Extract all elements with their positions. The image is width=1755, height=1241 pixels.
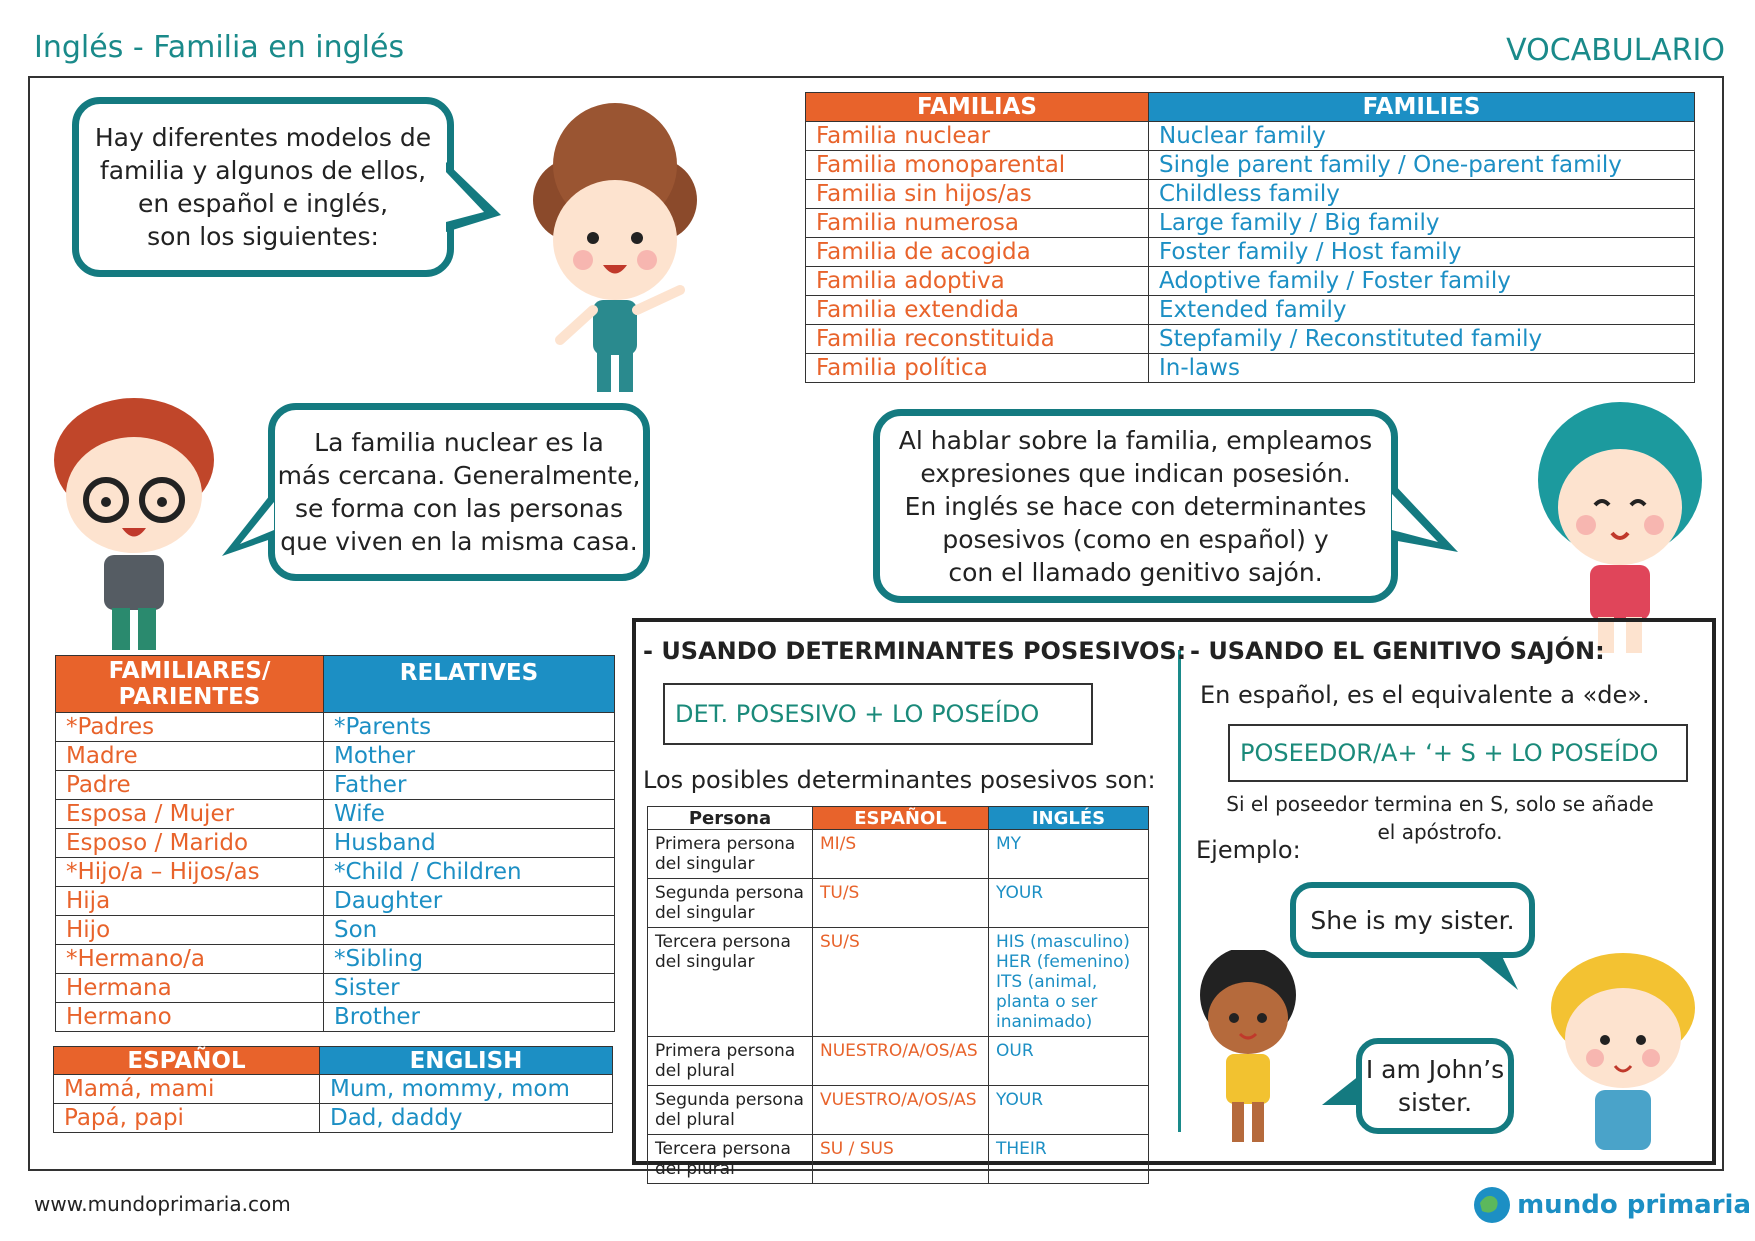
table-row: [56, 800, 615, 829]
table-row: [806, 122, 1695, 151]
footer-url[interactable]: www.mundoprimaria.com: [34, 1192, 291, 1216]
table-cell: Segunda persona del singular: [648, 879, 813, 928]
table-cell: *Hermano/a: [56, 945, 324, 974]
table-cell: MY: [989, 830, 1149, 879]
table-cell: Tercera persona del plural: [648, 1135, 813, 1184]
table-cell: Mum, mommy, mom: [320, 1075, 613, 1104]
table-cell: Foster family / Host family: [1149, 238, 1695, 267]
table-cell: *Padres: [56, 713, 324, 742]
table-cell: Daughter: [324, 887, 615, 916]
genitive-intro: En español, es el equivalente a «de».: [1200, 681, 1650, 709]
table-row: [648, 879, 1149, 928]
table-row: [56, 713, 615, 742]
table-cell: Nuclear family: [1149, 122, 1695, 151]
table-cell: Extended family: [1149, 296, 1695, 325]
bubble-line: son los siguientes:: [147, 222, 379, 251]
relatives-table: [55, 655, 615, 1032]
table-row: [806, 238, 1695, 267]
table-row: [806, 296, 1695, 325]
bubble-line: posesivos (como en español) y: [942, 524, 1329, 554]
girl-character-icon: [505, 90, 725, 395]
table-row: [56, 742, 615, 771]
bubble-line: She is my sister.: [1310, 905, 1515, 935]
table-cell: OUR: [989, 1037, 1149, 1086]
table-row: [648, 1135, 1149, 1184]
genitive-title: - USANDO EL GENITIVO SAJÓN:: [1190, 637, 1605, 665]
table-cell: *Sibling: [324, 945, 615, 974]
table-cell: THEIR: [989, 1135, 1149, 1184]
table-cell: Primera persona del plural: [648, 1037, 813, 1086]
nuclear-bubble: [268, 403, 650, 581]
table-cell: Padre: [56, 771, 324, 800]
curly-girl-character-icon: [1188, 950, 1308, 1150]
table-cell: Large family / Big family: [1149, 209, 1695, 238]
table-row: [56, 945, 615, 974]
table-row: [56, 829, 615, 858]
table-cell: *Hijo/a – Hijos/as: [56, 858, 324, 887]
possessive-formula: DET. POSESIVO + LO POSEÍDO: [663, 683, 1093, 745]
table-cell: Familia reconstituida: [806, 325, 1149, 354]
table-cell: Hija: [56, 887, 324, 916]
table-cell: Mother: [324, 742, 615, 771]
table-header: FAMILIES: [1149, 93, 1695, 122]
table-cell: *Child / Children: [324, 858, 615, 887]
table-header: FAMILIARES/ PARIENTES: [56, 656, 324, 713]
informal-table: [53, 1046, 613, 1133]
brand-name: mundo primaria: [1517, 1190, 1751, 1220]
example-label: Ejemplo:: [1196, 836, 1301, 864]
table-row: [56, 916, 615, 945]
table-cell: Familia sin hijos/as: [806, 180, 1149, 209]
table-cell: Madre: [56, 742, 324, 771]
bubble-tail-icon: [1322, 1075, 1362, 1115]
table-cell: Childless family: [1149, 180, 1695, 209]
page-title: Inglés - Familia en inglés: [34, 30, 405, 65]
table-header: FAMILIAS: [806, 93, 1149, 122]
table-cell: MI/S: [813, 830, 989, 879]
table-cell: TU/S: [813, 879, 989, 928]
note-line: Si el poseedor termina en S, solo se añade: [1226, 792, 1654, 816]
table-row: [648, 1037, 1149, 1086]
possessives-intro: Los posibles determinantes posesivos son:: [643, 766, 1156, 794]
globe-icon: [1472, 1185, 1512, 1225]
table-cell: Familia nuclear: [806, 122, 1149, 151]
bubble-tail-icon: [446, 160, 506, 240]
table-row: [806, 151, 1695, 180]
table-cell: Familia política: [806, 354, 1149, 383]
bubble-line: sister.: [1397, 1088, 1473, 1117]
bubble-line: Hay diferentes modelos de: [94, 123, 432, 152]
table-row: [56, 858, 615, 887]
table-cell: *Parents: [324, 713, 615, 742]
table-cell: Familia monoparental: [806, 151, 1149, 180]
table-cell: YOUR: [989, 1086, 1149, 1135]
example-bubble-2: [1356, 1038, 1514, 1134]
blond-boy-character-icon: [1535, 948, 1710, 1163]
table-row: [56, 1003, 615, 1032]
section-label: VOCABULARIO: [1506, 33, 1725, 68]
table-cell: Single parent family / One-parent family: [1149, 151, 1695, 180]
table-cell: Hijo: [56, 916, 324, 945]
table-cell: SU/S: [813, 928, 989, 1037]
table-row: [806, 180, 1695, 209]
table-header: ESPAÑOL: [54, 1047, 320, 1075]
example-bubble-1: [1290, 882, 1535, 958]
possession-bubble: [873, 409, 1398, 603]
table-cell: Son: [324, 916, 615, 945]
bubble-line: Al hablar sobre la familia, empleamos: [898, 425, 1373, 455]
table-cell: Wife: [324, 800, 615, 829]
bubble-tail-icon: [1392, 480, 1462, 560]
boy-glasses-character-icon: [34, 390, 239, 655]
bubble-line: que viven en la misma casa.: [280, 527, 638, 556]
table-cell: HIS (masculino) HER (femenino) ITS (animal, planta o ser inanimado): [989, 928, 1149, 1037]
table-cell: Father: [324, 771, 615, 800]
table-cell: Stepfamily / Reconstituted family: [1149, 325, 1695, 354]
table-cell: Dad, daddy: [320, 1104, 613, 1133]
table-row: [56, 887, 615, 916]
genitive-formula: POSEEDOR/A+ ‘+ S + LO POSEÍDO: [1228, 724, 1688, 782]
table-row: [56, 974, 615, 1003]
table-row: [54, 1075, 613, 1104]
table-cell: Familia extendida: [806, 296, 1149, 325]
table-cell: Esposa / Mujer: [56, 800, 324, 829]
table-row: [806, 267, 1695, 296]
table-row: [806, 325, 1695, 354]
table-row: [648, 830, 1149, 879]
table-cell: Mamá, mami: [54, 1075, 320, 1104]
table-cell: In-laws: [1149, 354, 1695, 383]
table-header: INGLÉS: [989, 807, 1149, 830]
possessives-title: - USANDO DETERMINANTES POSESIVOS:: [643, 637, 1187, 665]
table-cell: Hermana: [56, 974, 324, 1003]
note-line: el apóstrofo.: [1377, 820, 1503, 844]
table-cell: Esposo / Marido: [56, 829, 324, 858]
footer-logo[interactable]: [1472, 1185, 1751, 1225]
bubble-line: en español e inglés,: [137, 189, 389, 218]
table-cell: NUESTRO/A/OS/AS: [813, 1037, 989, 1086]
bubble-line: En inglés se hace con determinantes: [904, 491, 1367, 521]
table-header: Persona: [648, 807, 813, 830]
intro-bubble: [72, 97, 454, 277]
bubble-line: se forma con las personas: [294, 494, 623, 523]
bubble-line: familia y algunos de ellos,: [99, 156, 427, 185]
table-row: [648, 928, 1149, 1037]
bubble-tail-icon: [222, 488, 274, 558]
table-header: RELATIVES: [324, 656, 615, 713]
table-cell: Familia de acogida: [806, 238, 1149, 267]
girl-teal-character-icon: [1520, 395, 1720, 655]
divider: [1178, 650, 1181, 1132]
bubble-line: expresiones que indican posesión.: [920, 458, 1351, 488]
table-cell: VUESTRO/A/OS/AS: [813, 1086, 989, 1135]
possessives-table: [647, 806, 1149, 1184]
table-cell: Familia adoptiva: [806, 267, 1149, 296]
table-cell: YOUR: [989, 879, 1149, 928]
table-cell: Sister: [324, 974, 615, 1003]
bubble-tail-icon: [1470, 952, 1520, 992]
bubble-line: La familia nuclear es la: [314, 428, 604, 457]
families-table: [805, 92, 1695, 383]
table-row: [806, 209, 1695, 238]
table-cell: Adoptive family / Foster family: [1149, 267, 1695, 296]
bubble-line: I am John’s: [1365, 1055, 1505, 1084]
table-header: ENGLISH: [320, 1047, 613, 1075]
table-header: ESPAÑOL: [813, 807, 989, 830]
table-cell: Tercera persona del singular: [648, 928, 813, 1037]
bubble-line: más cercana. Generalmente,: [277, 461, 641, 490]
table-row: [54, 1104, 613, 1133]
table-cell: Segunda persona del plural: [648, 1086, 813, 1135]
table-cell: Primera persona del singular: [648, 830, 813, 879]
table-cell: Papá, papi: [54, 1104, 320, 1133]
bubble-line: con el llamado genitivo sajón.: [948, 557, 1323, 587]
table-row: [806, 354, 1695, 383]
table-cell: Brother: [324, 1003, 615, 1032]
table-row: [56, 771, 615, 800]
table-cell: Husband: [324, 829, 615, 858]
table-cell: Hermano: [56, 1003, 324, 1032]
table-row: [648, 1086, 1149, 1135]
table-cell: SU / SUS: [813, 1135, 989, 1184]
table-cell: Familia numerosa: [806, 209, 1149, 238]
